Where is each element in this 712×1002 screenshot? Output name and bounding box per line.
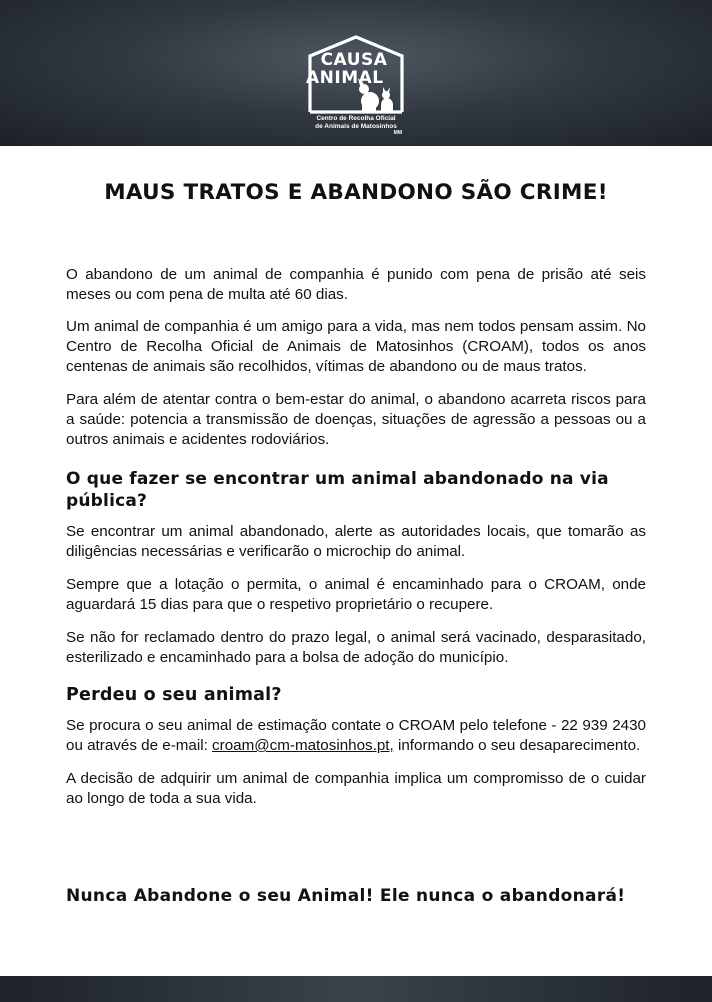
heading-found-animal: O que fazer se encontrar um animal abandonado na via pública?	[66, 469, 609, 511]
closing-slogan: Nunca Abandone o seu Animal! Ele nunca o abandonará!	[66, 886, 626, 906]
contact-text-before: Se procura o seu animal de estimação contate o CROAM pelo telefone - 22 939 2430 ou através de e-mail:	[66, 717, 646, 754]
page-title: MAUS TRATOS E ABANDONO SÃO CRIME!	[104, 180, 608, 205]
email-link[interactable]: croam@cm-matosinhos.pt,	[212, 737, 394, 754]
paragraph-croam-intro: Um animal de companhia é um amigo para a vida, mas nem todos pensam assim. No Centro de Recolha Oficial de Animais de Matosinhos (CROAM), todos os anos centenas de animais são recolhidos, vítimas de abandono ou de maus tratos.	[66, 318, 646, 375]
paragraph-commitment: A decisão de adquirir um animal de companhia implica um compromisso de o cuidar ao longo de toda a sua vida.	[66, 770, 646, 807]
document-body	[66, 265, 646, 822]
contact-text-after: informando o seu desaparecimento.	[393, 737, 641, 754]
paragraph-adoption: Se não for reclamado dentro do prazo legal, o animal será vacinado, desparasitado, esterilizado e encaminhado para a bolsa de adoção do município.	[66, 629, 646, 666]
paragraph-abandon-penalty: O abandono de um animal de companhia é punido com pena de prisão até seis meses ou com pena de multa até 60 dias.	[66, 266, 646, 303]
causa-animal-logo	[304, 34, 408, 138]
brand-mark: MM	[393, 130, 402, 136]
paragraph-croam-15-days: Sempre que a lotação o permita, o animal é encaminhado para o CROAM, onde aguardará 15 dias para que o respetivo proprietário o recupere.	[66, 576, 646, 613]
footer-banner	[0, 976, 712, 1002]
paragraph-contact-croam	[66, 716, 646, 756]
logo-subtitle-line1: Centro de Recolha Oficial	[316, 115, 396, 122]
logo-word-animal: ANIMAL	[306, 68, 384, 88]
heading-lost-animal: Perdeu o seu animal?	[66, 685, 282, 705]
paragraph-alert-authorities: Se encontrar um animal abandonado, alerte as autoridades locais, que tomarão as diligências necessárias e verificarão o microchip do animal.	[66, 523, 646, 560]
logo-word-causa: CAUSA	[320, 50, 388, 70]
paragraph-health-risks: Para além de atentar contra o bem-estar do animal, o abandono acarreta riscos para a saúde: potencia a transmissão de doenças, situações de agressão a pessoas ou a outros animais e acidentes rodoviários.	[66, 391, 646, 448]
logo-subtitle-line2: de Animais de Matosinhos	[315, 123, 397, 130]
